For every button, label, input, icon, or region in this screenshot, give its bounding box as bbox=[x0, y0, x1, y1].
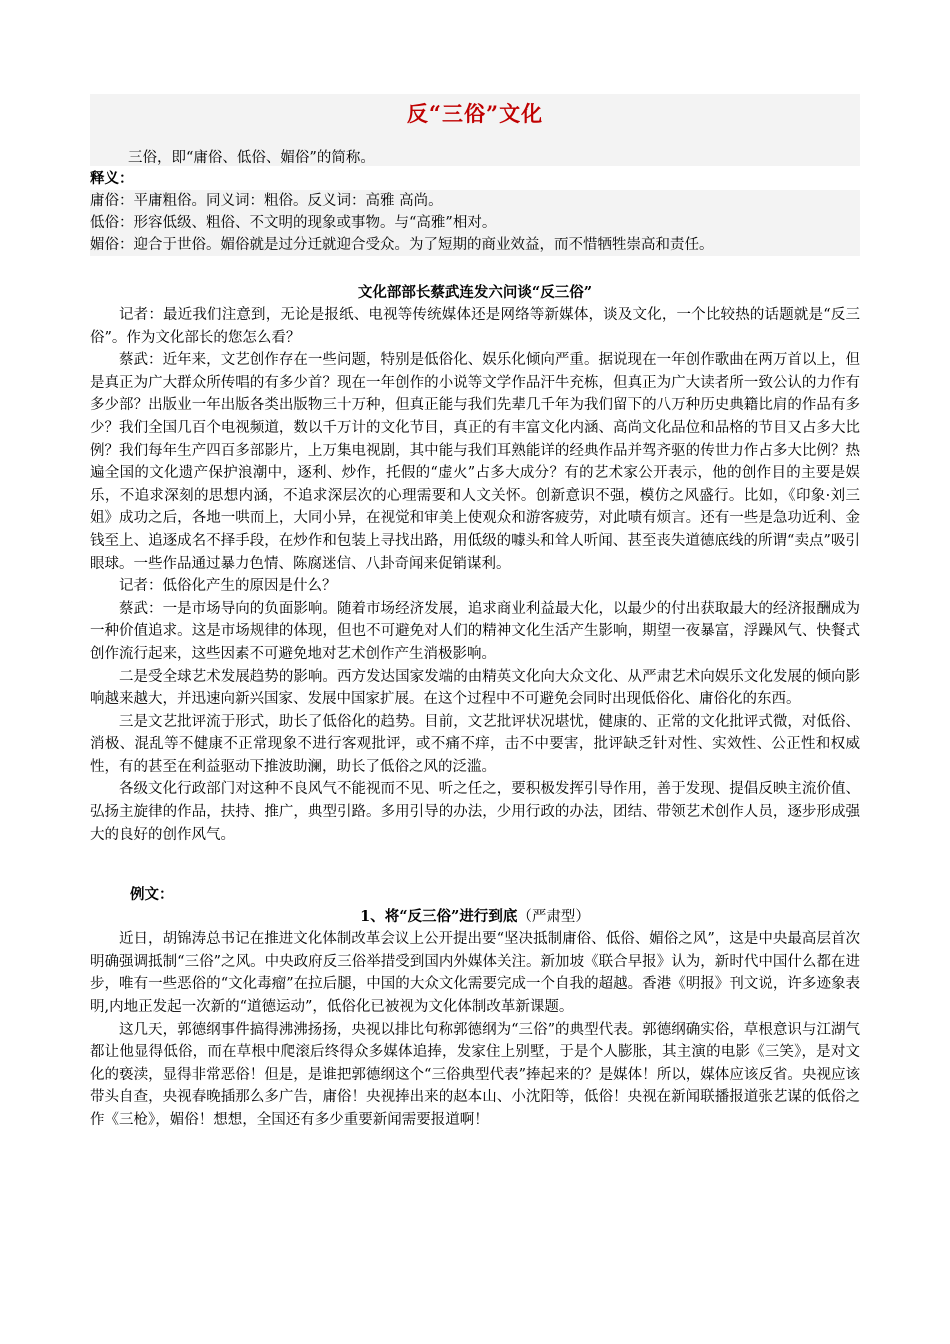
intro-text: 三俗，即“庸俗、低俗、媚俗”的简称。 bbox=[128, 150, 375, 166]
definition-meisu: 媚俗：迎合于世俗。媚俗就是过分迁就迎合受众。为了短期的商业效益，而不惜牺牲崇高和责任。 bbox=[90, 234, 860, 256]
interview-paragraph: 记者：低俗化产生的原因是什么？ bbox=[119, 578, 337, 595]
definition-disu: 低俗：形容低级、粗俗、不文明的现象或事物。与“高雅”相对。 bbox=[90, 212, 860, 234]
interview-paragraph: 蔡武：一是市场导向的负面影响。随着市场经济发展，追求商业利益最大化，以最少的付出获取最大的经济报酬成为一种价值追求。这是市场规律的体现，但也不可避免对人们的精神文化生活产生影响，期望一夜暴富，浮躁风气、快餐式创作流行起来，这些因素不可避免地对艺术创作产生消极影响。 bbox=[90, 600, 860, 662]
definition-yongsu: 庸俗：平庸粗俗。同义词：粗俗。反义词：高雅 高尚。 bbox=[90, 190, 860, 212]
definitions-label: 释义： bbox=[90, 170, 134, 187]
interview-paragraph: 蔡武：近年来，文艺创作存在一些问题，特别是低俗化、娱乐化倾向严重。据说现在一年创作歌曲在两万首以上，但是真正为广大群众所传唱的有多少首？现在一年创作的小说等文学作品汗牛充栋，但真正为广大读者所一致公认的力作有多少部？出版业一年出版各类出版物三十万种，但真正能与我们先辈几千年为我们留下的八万种历史典籍比肩的作品有多少？我们全国几百个电视频道，数以千万计的文化节目，真正的有丰富文化内涵、高尚文化品位和品格的节目又占多大比例？我们每年生产四百多部影片，上万集电视剧，其中能与我们耳熟能详的经典作品并驾齐驱的传世力作占多大比例？热遍全国的文化遗产保护浪潮中，逐利、炒作，托假的“虚火”占多大成分？有的艺术家公开表示，他的创作目的主要是娱乐，不追求深刻的思想内涵，不追求深层次的心理需要和人文关怀。创新意识不强，模仿之风盛行。比如，《印象·刘三姐》成功之后，各地一哄而上，大同小异，在视觉和审美上使观众和游客疲劳，对此啧有烦言。还有一些是急功近利、金钱至上、追逐成名不择手段，在炒作和包装上寻找出路，用低级的噱头和耸人听闻、甚至丧失道德底线的所谓“卖点”吸引眼球。一些作品通过暴力色情、陈腐迷信、八卦奇闻来促销谋利。 bbox=[90, 352, 860, 572]
interview-paragraph: 各级文化行政部门对这种不良风气不能视而不见、听之任之，要积极发挥引导作用，善于发现、提倡反映主流价值、弘扬主旋律的作品，扶持、推广，典型引路。多用引导的办法，少用行政的办法，团结、带领艺术创作人员，逐步形成强大的良好的创作风气。 bbox=[90, 781, 860, 843]
interview-paragraph: 二是受全球艺术发展趋势的影响。西方发达国家发端的由精英文化向大众文化、从严肃艺术向娱乐文化发展的倾向影响越来越大，并迅速向新兴国家、发展中国家扩展。在这个过程中不可避免会同时出现低俗化、庸俗化的东西。 bbox=[90, 668, 860, 708]
title-box bbox=[90, 94, 860, 166]
example-title-type: （严肃型） bbox=[517, 909, 590, 926]
example-paragraph: 这几天，郭德纲事件搞得沸沸扬扬，央视以排比句称郭德纲为“三俗”的典型代表。郭德纲确实俗，草根意识与江湖气都让他显得低俗，而在草根中爬滚后终得众多媒体追捧，发家住上别墅，于是个人膨胀，其主演的电影《三笑》，是对文化的亵渎，显得非常恶俗！但是，是谁把郭德纲这个“三俗典型代表”捧起来的？是媒体！所以，媒体应该反省。央视应该带头自查，央视春晚插那么多广告，庸俗！央视捧出来的赵本山、小沈阳等，低俗！央视在新闻联播报道张艺谋的低俗之作《三枪》，媚俗！想想，全国还有多少重要新闻需要报道啊！ bbox=[90, 1021, 860, 1128]
page-title: 反“三俗”文化 bbox=[406, 101, 544, 126]
interview-paragraph: 记者：最近我们注意到，无论是报纸、电视等传统媒体还是网络等新媒体，谈及文化，一个比较热的话题就是“反三俗”。作为文化部长的您怎么看？ bbox=[90, 307, 860, 346]
example-paragraph: 近日，胡锦涛总书记在推进文化体制改革会议上公开提出要“坚决抵制庸俗、低俗、媚俗之风”，这是中央最高层首次明确强调抵制“三俗”之风。中央政府反三俗举措受到国内外媒体关注。新加坡《联合早报》认为，新时代中国什么都在进步，唯有一些恶俗的“文化毒瘤”在拉后腿，中国的大众文化需要完成一个自我的超越。香港《明报》刊文说，许多迹象表明,内地正发起一次新的“道德运动”，低俗化已被视为文化体制改革新课题。 bbox=[90, 931, 860, 1016]
example-title bbox=[90, 906, 860, 928]
interview-paragraph: 三是文艺批评流于形式，助长了低俗化的趋势。目前，文艺批评状况堪忧，健康的、正常的文化批评式微，对低俗、消极、混乱等不健康不正常现象不进行客观批评，或不痛不痒，击不中要害，批评缺乏针对性、实效性、公正性和权威性，有的甚至在利益驱动下推波助澜，助长了低俗之风的泛滥。 bbox=[90, 713, 860, 775]
interview-title: 文化部部长蔡武连发六问谈“反三俗” bbox=[357, 284, 593, 301]
document-page bbox=[90, 94, 860, 1132]
example-title-main: 1、将“反三俗”进行到底 bbox=[360, 908, 518, 926]
example-label: 例文： bbox=[130, 886, 174, 904]
